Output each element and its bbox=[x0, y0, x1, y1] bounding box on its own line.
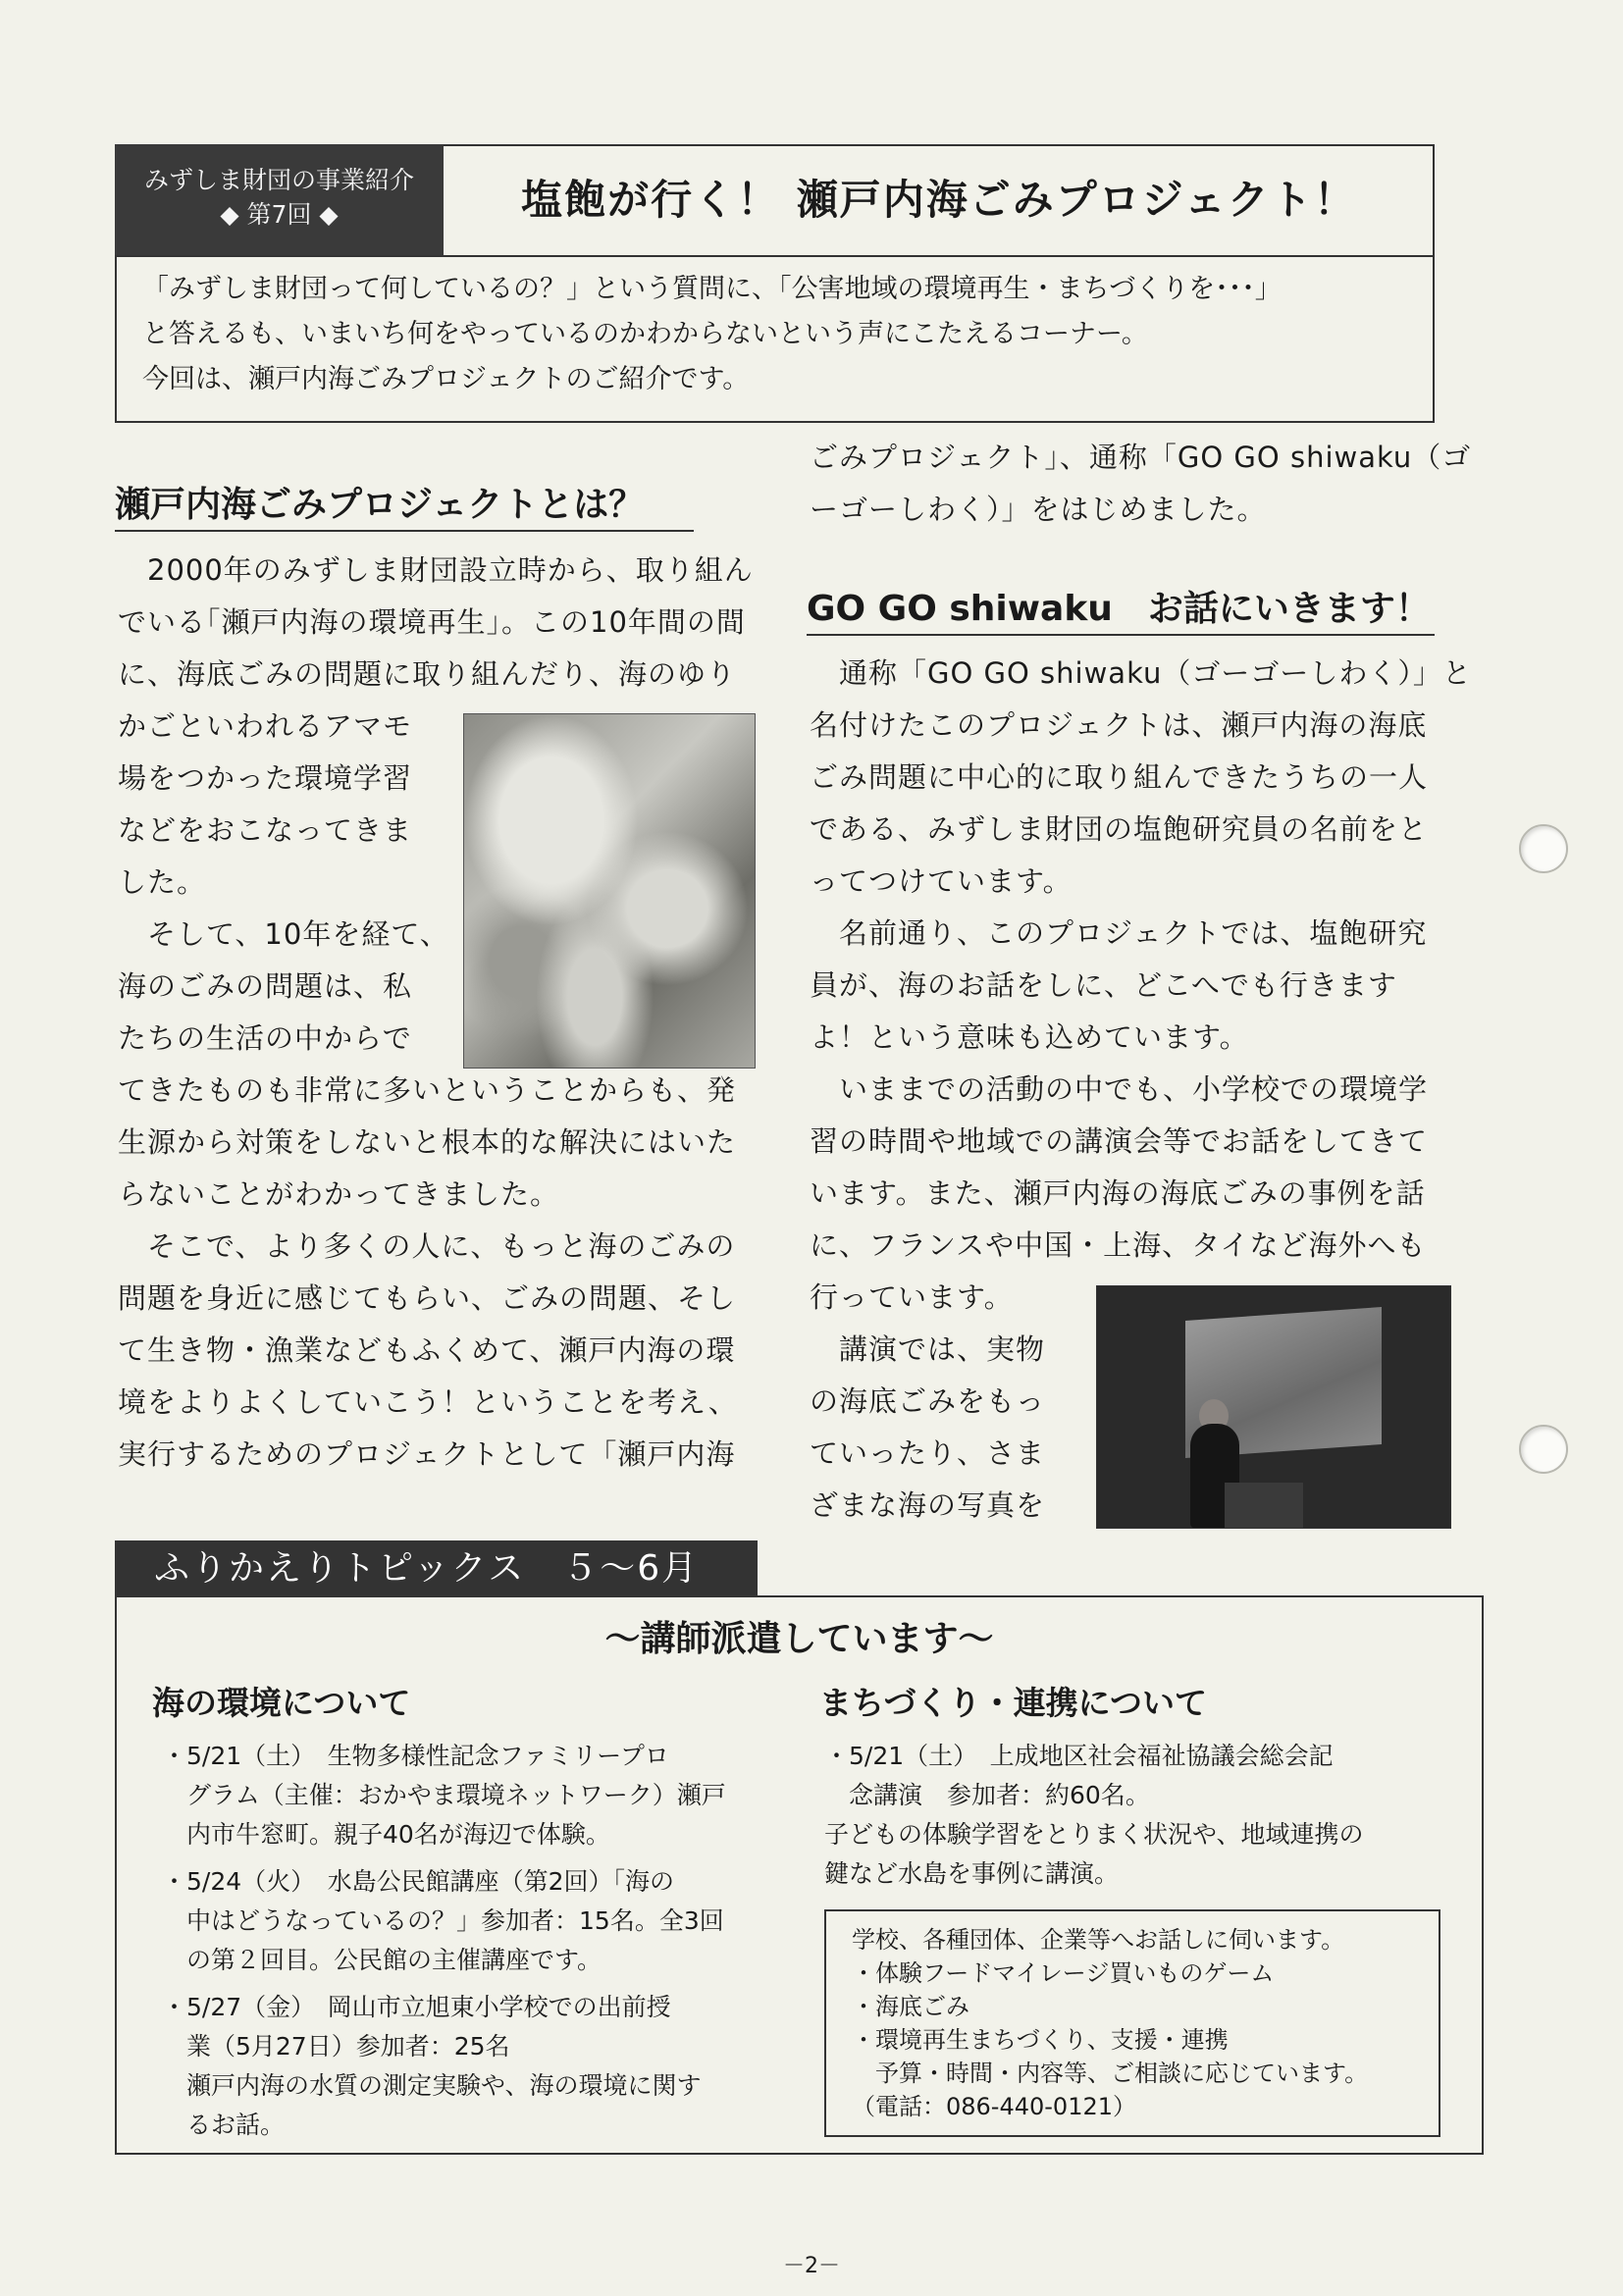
topic-item bbox=[162, 1862, 790, 1980]
text-line: 生源から対策をしないと根本的な解決にはいた bbox=[118, 1125, 737, 1159]
text-line: に、海底ごみの問題に取り組んだり、海のゆり bbox=[118, 657, 737, 691]
text-line: グラム（主催：おかやま環境ネットワーク）瀬戸 bbox=[162, 1781, 726, 1809]
topics-banner: ふりかえりトピックス ５～6月 bbox=[115, 1540, 758, 1597]
text-line: の第２回目。公民館の主催講座です。 bbox=[162, 1946, 602, 1974]
contact-box bbox=[824, 1909, 1440, 2137]
section2-body-beside-photo bbox=[810, 1324, 1089, 1532]
text-line: でいる｢瀬戸内海の環境再生｣。この10年間の間 bbox=[118, 605, 746, 639]
lecture-photo bbox=[1096, 1285, 1451, 1529]
punch-hole-bottom bbox=[1519, 1425, 1568, 1474]
text-line: 習の時間や地域での講演会等でお話をしてきて bbox=[810, 1124, 1429, 1158]
text-line: います。また、瀬戸内海の海底ごみの事例を話 bbox=[810, 1176, 1426, 1210]
text-line: 鍵など水島を事例に講演。 bbox=[824, 1859, 1120, 1888]
text-line: ・5/21（土） 上成地区社会福祉協議会総会記 bbox=[824, 1742, 1334, 1770]
series-name: みずしま財団の事業紹介 bbox=[143, 166, 414, 194]
topics-right-heading: まちづくり・連携について bbox=[819, 1684, 1208, 1722]
text-line: 名付けたこのプロジェクトは、瀬戸内海の海底 bbox=[810, 708, 1428, 742]
intro-line: 今回は、瀬戸内海ごみプロジェクトのご紹介です。 bbox=[142, 364, 750, 394]
section1-body-top bbox=[118, 545, 756, 701]
text-line: 予算・時間・内容等、ご相談に応じています。 bbox=[852, 2060, 1369, 2087]
text-line: ・5/27（金） 岡山市立旭東小学校での出前授 bbox=[162, 1993, 671, 2021]
text-line: よ！という意味も込めています。 bbox=[810, 1020, 1249, 1054]
text-line: などをおこなってきま bbox=[118, 813, 413, 847]
text-line: るお話。 bbox=[162, 2111, 286, 2139]
text-line: ごみ問題に中心的に取り組んできたうちの一人 bbox=[810, 760, 1429, 794]
text-line: 学校、各種団体、企業等へお話しに伺います。 bbox=[852, 1926, 1345, 1954]
text-line: 中はどうなっているの？」参加者：15名。全3回 bbox=[162, 1906, 724, 1935]
phone-number: （電話：086-440-0121） bbox=[852, 2093, 1137, 2120]
topics-divider bbox=[115, 1595, 1484, 1597]
text-line: らないことがわかってきました。 bbox=[118, 1177, 560, 1211]
text-line: いままでの活動の中でも、小学校での環境学 bbox=[810, 1072, 1429, 1106]
text-line: 通称「GO GO shiwaku（ゴーゴーしわく）」と bbox=[810, 656, 1472, 690]
topics-left-heading: 海の環境について bbox=[152, 1684, 411, 1722]
text-line: 講演では、実物 bbox=[810, 1332, 1046, 1366]
text-line: 念講演 参加者：約60名。 bbox=[824, 1781, 1150, 1809]
text-line: ・環境再生まちづくり、支援・連携 bbox=[852, 2026, 1229, 2054]
text-line: ・海底ごみ bbox=[852, 1993, 969, 2020]
text-line: した。 bbox=[118, 865, 207, 899]
text-line: 業（5月27日）参加者：25名 bbox=[162, 2032, 510, 2061]
text-line: ってつけています。 bbox=[810, 864, 1073, 898]
text-line: ・体験フードマイレージ買いものゲーム bbox=[852, 1959, 1275, 1987]
text-line: ごみプロジェクト」、通称「GO GO shiwaku（ゴ bbox=[810, 441, 1472, 474]
intro-line: 「みずしま財団って何しているの？」という質問に、「公害地域の環境再生・まちづくりを･･･」 bbox=[142, 274, 1282, 304]
text-line: ーゴーしわく）」をはじめました。 bbox=[810, 493, 1267, 526]
text-line: ていったり、さま bbox=[810, 1436, 1046, 1470]
text-line: に、フランスや中国・上海、タイなど海外へも bbox=[810, 1228, 1427, 1262]
intro-line: と答えるも、いまいち何をやっているのかわからないという声にこたえるコーナー。 bbox=[142, 319, 1148, 349]
header-divider bbox=[115, 255, 1435, 257]
text-line: 境をよりよくしていこう！ということを考え、 bbox=[118, 1385, 738, 1419]
page-title: 塩飽が行く！ 瀬戸内海ごみプロジェクト！ bbox=[521, 176, 1357, 224]
text-line: てきたものも非常に多いということからも、発 bbox=[118, 1073, 737, 1107]
text-line: 海のごみの問題は、私 bbox=[118, 969, 413, 1003]
series-number: ◆ 第7回 ◆ bbox=[220, 200, 339, 229]
text-line: 内市牛窓町。親子40名が海辺で体験。 bbox=[162, 1820, 610, 1849]
series-label bbox=[115, 144, 444, 255]
page-number: －2－ bbox=[783, 2254, 840, 2278]
section1-body-bottom bbox=[118, 1065, 756, 1481]
text-line: て生き物・漁業などもふくめて、瀬戸内海の環 bbox=[118, 1333, 736, 1367]
text-line: である、みずしま財団の塩飽研究員の名前をと bbox=[810, 812, 1429, 846]
text-line: たちの生活の中からで bbox=[118, 1021, 412, 1055]
text-line: 行っています。 bbox=[810, 1280, 1014, 1314]
topics-title: ～講師派遣しています～ bbox=[604, 1619, 994, 1659]
text-line: ・5/24（火） 水島公民館講座（第2回）「海の bbox=[162, 1867, 675, 1896]
topics-right-item bbox=[824, 1737, 1452, 1894]
section1-heading: 瀬戸内海ごみプロジェクトとは？ bbox=[115, 481, 694, 532]
text-line: 瀬戸内海の水質の測定実験や、海の環境に関す bbox=[162, 2071, 702, 2100]
text-line: ・5/21（土） 生物多様性記念ファミリープロ bbox=[162, 1742, 669, 1770]
text-line: かごといわれるアマモ bbox=[118, 709, 413, 743]
topics-left-items bbox=[162, 1737, 790, 2145]
topic-item bbox=[162, 1737, 790, 1854]
section2-body-top bbox=[810, 432, 1472, 536]
text-line: 実行するためのプロジェクトとして「瀬戸内海 bbox=[118, 1437, 736, 1471]
section1-body-beside-photo bbox=[118, 701, 456, 1065]
text-line: そして、10年を経て、 bbox=[118, 917, 449, 951]
punch-hole-top bbox=[1519, 824, 1568, 873]
text-line: 子どもの体験学習をとりまく状況や、地域連携の bbox=[824, 1820, 1364, 1849]
text-line: そこで、より多くの人に、もっと海のごみの bbox=[118, 1229, 736, 1263]
text-line: ざまな海の写真を bbox=[810, 1488, 1046, 1522]
text-line: 員が、海のお話をしに、どこへでも行きます bbox=[810, 968, 1397, 1002]
text-line: 名前通り、このプロジェクトでは、塩飽研究 bbox=[810, 916, 1428, 950]
text-line: 場をつかった環境学習 bbox=[118, 761, 413, 795]
text-line: 2000年のみずしま財団設立時から、取り組ん bbox=[118, 553, 754, 587]
section2-body bbox=[810, 648, 1472, 1324]
topic-item bbox=[162, 1988, 790, 2145]
text-line: 問題を身近に感じてもらい、ごみの問題、そし bbox=[118, 1281, 737, 1315]
podium bbox=[1225, 1483, 1303, 1528]
text-line: の海底ごみをもっ bbox=[810, 1384, 1046, 1418]
intro-text bbox=[142, 267, 1418, 402]
section2-heading: GO GO shiwaku お話にいきます！ bbox=[807, 585, 1435, 636]
seabed-trash-photo bbox=[463, 713, 756, 1069]
